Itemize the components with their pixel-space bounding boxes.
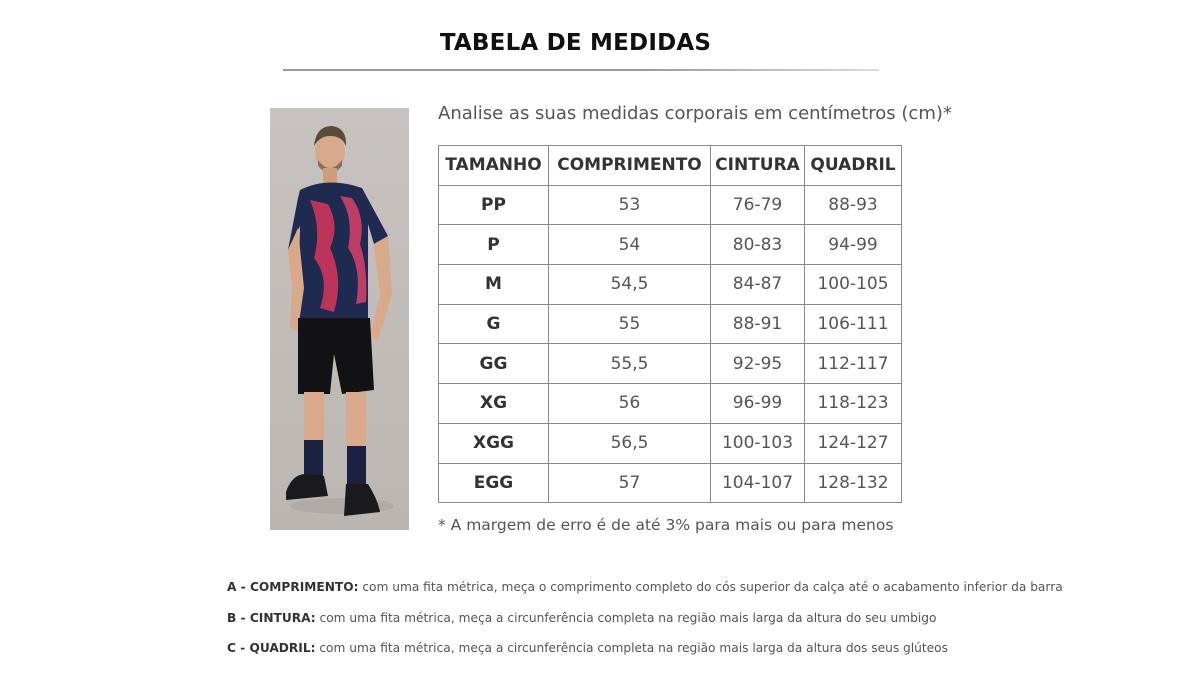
table-row — [439, 344, 902, 384]
table-row — [439, 463, 902, 503]
waist-cell: 96-99 — [711, 384, 805, 424]
waist-cell: 88-91 — [711, 304, 805, 344]
definition-label: B - CINTURA: — [227, 610, 316, 625]
measurement-definitions — [227, 578, 1187, 670]
hip-cell: 124-127 — [805, 423, 902, 463]
definition-text: com uma fita métrica, meça a circunferência completa na região mais larga da altura do seu umbigo — [315, 610, 937, 625]
model-photo — [270, 108, 409, 530]
definition-cintura — [227, 609, 1187, 640]
waist-cell: 84-87 — [711, 265, 805, 305]
size-cell: PP — [439, 185, 549, 225]
table-row — [439, 265, 902, 305]
size-cell: XG — [439, 384, 549, 424]
hip-cell: 106-111 — [805, 304, 902, 344]
hip-cell: 88-93 — [805, 185, 902, 225]
length-cell: 54,5 — [549, 265, 711, 305]
page-title: TABELA DE MEDIDAS — [439, 30, 712, 56]
hip-cell: 94-99 — [805, 225, 902, 265]
hip-cell: 128-132 — [805, 463, 902, 503]
size-cell: XGG — [439, 423, 549, 463]
size-chart-table — [438, 145, 902, 503]
title-divider — [283, 69, 879, 71]
waist-cell: 80-83 — [711, 225, 805, 265]
table-row — [439, 304, 902, 344]
waist-cell: 104-107 — [711, 463, 805, 503]
table-header-row — [439, 146, 902, 186]
definition-label: C - QUADRIL: — [227, 641, 316, 655]
waist-cell: 92-95 — [711, 344, 805, 384]
length-cell: 56 — [549, 384, 711, 424]
definition-text: com uma fita métrica, meça o comprimento completo do cós superior da calça até o acabamento inferior da barra — [358, 580, 1063, 594]
definition-text: com uma fita métrica, meça a circunferência completa na região mais larga da altura dos seus glúteos — [315, 641, 948, 655]
model-photo-illustration — [270, 108, 409, 530]
header-quadril: QUADRIL — [805, 146, 902, 186]
error-margin-note: * A margem de erro é de até 3% para mais ou para menos — [438, 516, 894, 534]
length-cell: 56,5 — [549, 423, 711, 463]
length-cell: 54 — [549, 225, 711, 265]
definition-label: A - COMPRIMENTO: — [227, 580, 359, 594]
size-cell: P — [439, 225, 549, 265]
hip-cell: 118-123 — [805, 384, 902, 424]
definition-comprimento — [227, 578, 1187, 609]
length-cell: 55,5 — [549, 344, 711, 384]
waist-cell: 100-103 — [711, 423, 805, 463]
table-row — [439, 384, 902, 424]
header-tamanho: TAMANHO — [439, 146, 549, 186]
length-cell: 57 — [549, 463, 711, 503]
size-cell: M — [439, 265, 549, 305]
size-cell: GG — [439, 344, 549, 384]
header-cintura: CINTURA — [711, 146, 805, 186]
table-row — [439, 423, 902, 463]
header-comprimento: COMPRIMENTO — [549, 146, 711, 186]
size-cell: EGG — [439, 463, 549, 503]
definition-quadril — [227, 639, 1187, 670]
length-cell: 55 — [549, 304, 711, 344]
table-row — [439, 225, 902, 265]
waist-cell: 76-79 — [711, 185, 805, 225]
hip-cell: 112-117 — [805, 344, 902, 384]
size-cell: G — [439, 304, 549, 344]
length-cell: 53 — [549, 185, 711, 225]
table-row — [439, 185, 902, 225]
measurement-instructions: Analise as suas medidas corporais em centímetros (cm)* — [438, 103, 952, 124]
hip-cell: 100-105 — [805, 265, 902, 305]
